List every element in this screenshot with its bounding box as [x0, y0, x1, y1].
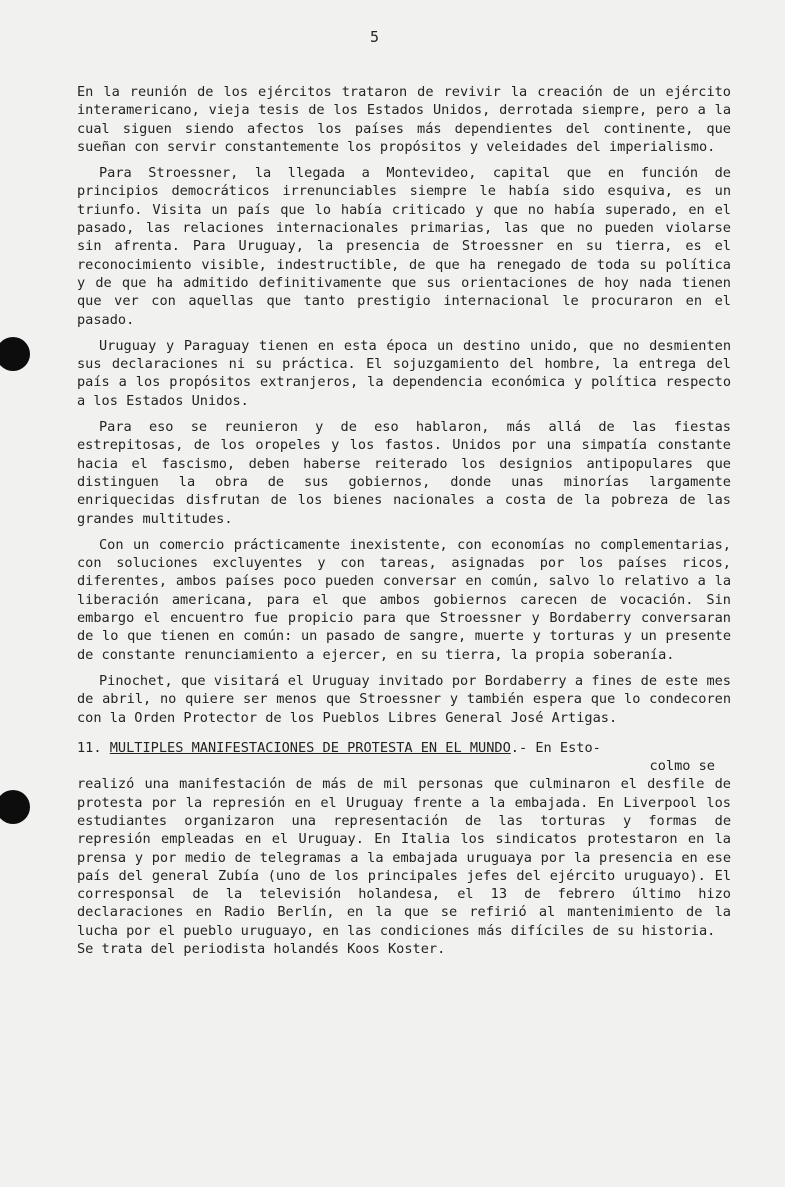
paragraph-1: En la reunión de los ejércitos trataron de revivir la creación de un ejército interamericano, vieja tesis de los Estados Unidos, derrotada siempre, pero a la cual siguen siendo afectos los países más dependientes del continente, que sueñan con servir constantemente los propósitos y veleidades del imperialismo. — [77, 84, 731, 155]
footnote: Se trata del periodista holandés Koos Koster. — [77, 941, 446, 958]
section-title-suffix: .- En Esto- — [510, 739, 601, 756]
paragraph-6: Pinochet, que visitará el Uruguay invitado por Bordaberry a fines de este mes de abril, no quiere ser menos que Stroessner y también espera que lo condecoren con la Orden Protector de los Pueblos Libres General José Artigas. — [77, 672, 731, 726]
document-body — [77, 83, 731, 966]
punch-hole — [0, 337, 30, 371]
paragraph-5: Con un comercio prácticamente inexistente, con economías no complementarias, con soluciones excluyentes y con tareas, asignadas por los países ricos, diferentes, ambos países poco pueden conversar en común, salvo lo relativo a la liberación americana, para el que ambos gobiernos carecen de vocación. Sin embargo el encuentro fue propicio para que Stroessner y Bordaberry conversaran de lo que tienen en común: un pasado de sangre, muerte y torturas y un presente de constante renunciamiento a ejercer, en su tierra, la propia soberanía. — [77, 536, 731, 663]
section-number: 11. — [77, 739, 102, 756]
section-heading — [77, 739, 731, 757]
section-continuation: colmo se — [649, 758, 715, 775]
punch-hole — [0, 790, 30, 824]
paragraph-4: Para eso se reunieron y de eso hablaron, más allá de las fiestas estrepitosas, de los oropeles y los fastos. Unidos por una simpatía constante hacia el fascismo, deben haberse reiterado los designios antipopulares que distinguen la obra de sus gobiernos, donde unas minorías largamente enriquecidas disfrutan de los bienes nacionales a costa de la pobreza de las grandes multitudes. — [77, 419, 731, 527]
section-body: realizó una manifestación de más de mil personas que culminaron el desfile de protesta por la represión en el Uruguay frente a la embajada. En Liverpool los estudiantes organizaron una representación de las torturas y formas de represión empleadas en el Uruguay. En Italia los sindicatos protestaron en la prensa y por medio de telegramas a la embajada uruguaya por la presencia en ese país del general Zubía (uno de los principales jefes del ejército uruguayo). El corresponsal de la televisión holandesa, el 13 de febrero último hizo declaraciones en Radio Berlín, en la que se refirió al mantenimiento de la lucha por el pueblo uruguayo, en las condiciones más difíciles de su historia. — [77, 776, 731, 939]
section-11 — [77, 739, 731, 959]
paragraph-2: Para Stroessner, la llegada a Montevideo, capital que en función de principios democráticos irrenunciables siempre le había sido esquiva, es un triunfo. Visita un país que lo había criticado y que no había superado, en el pasado, las relaciones internacionales primarias, las que no pueden violarse sin afrenta. Para Uruguay, la presencia de Stroessner en su tierra, es el reconocimiento visible, indestructible, de que ha renegado de toda su política y de que ha admitido definitivamente que sus orientaciones de hoy nada tienen que ver con aquellas que tanto prestigio internacional le procuraron en el pasado. — [77, 165, 731, 328]
page-number: 5 — [370, 28, 380, 46]
section-title: MULTIPLES MANIFESTACIONES DE PROTESTA EN EL MUNDO — [109, 739, 511, 756]
paragraph-3: Uruguay y Paraguay tienen en esta época un destino unido, que no desmienten sus declaraciones ni su práctica. El sojuzgamiento del hombre, la entrega del país a los propósitos extranjeros, la dependencia económica y política respecto a los Estados Unidos. — [77, 337, 731, 409]
